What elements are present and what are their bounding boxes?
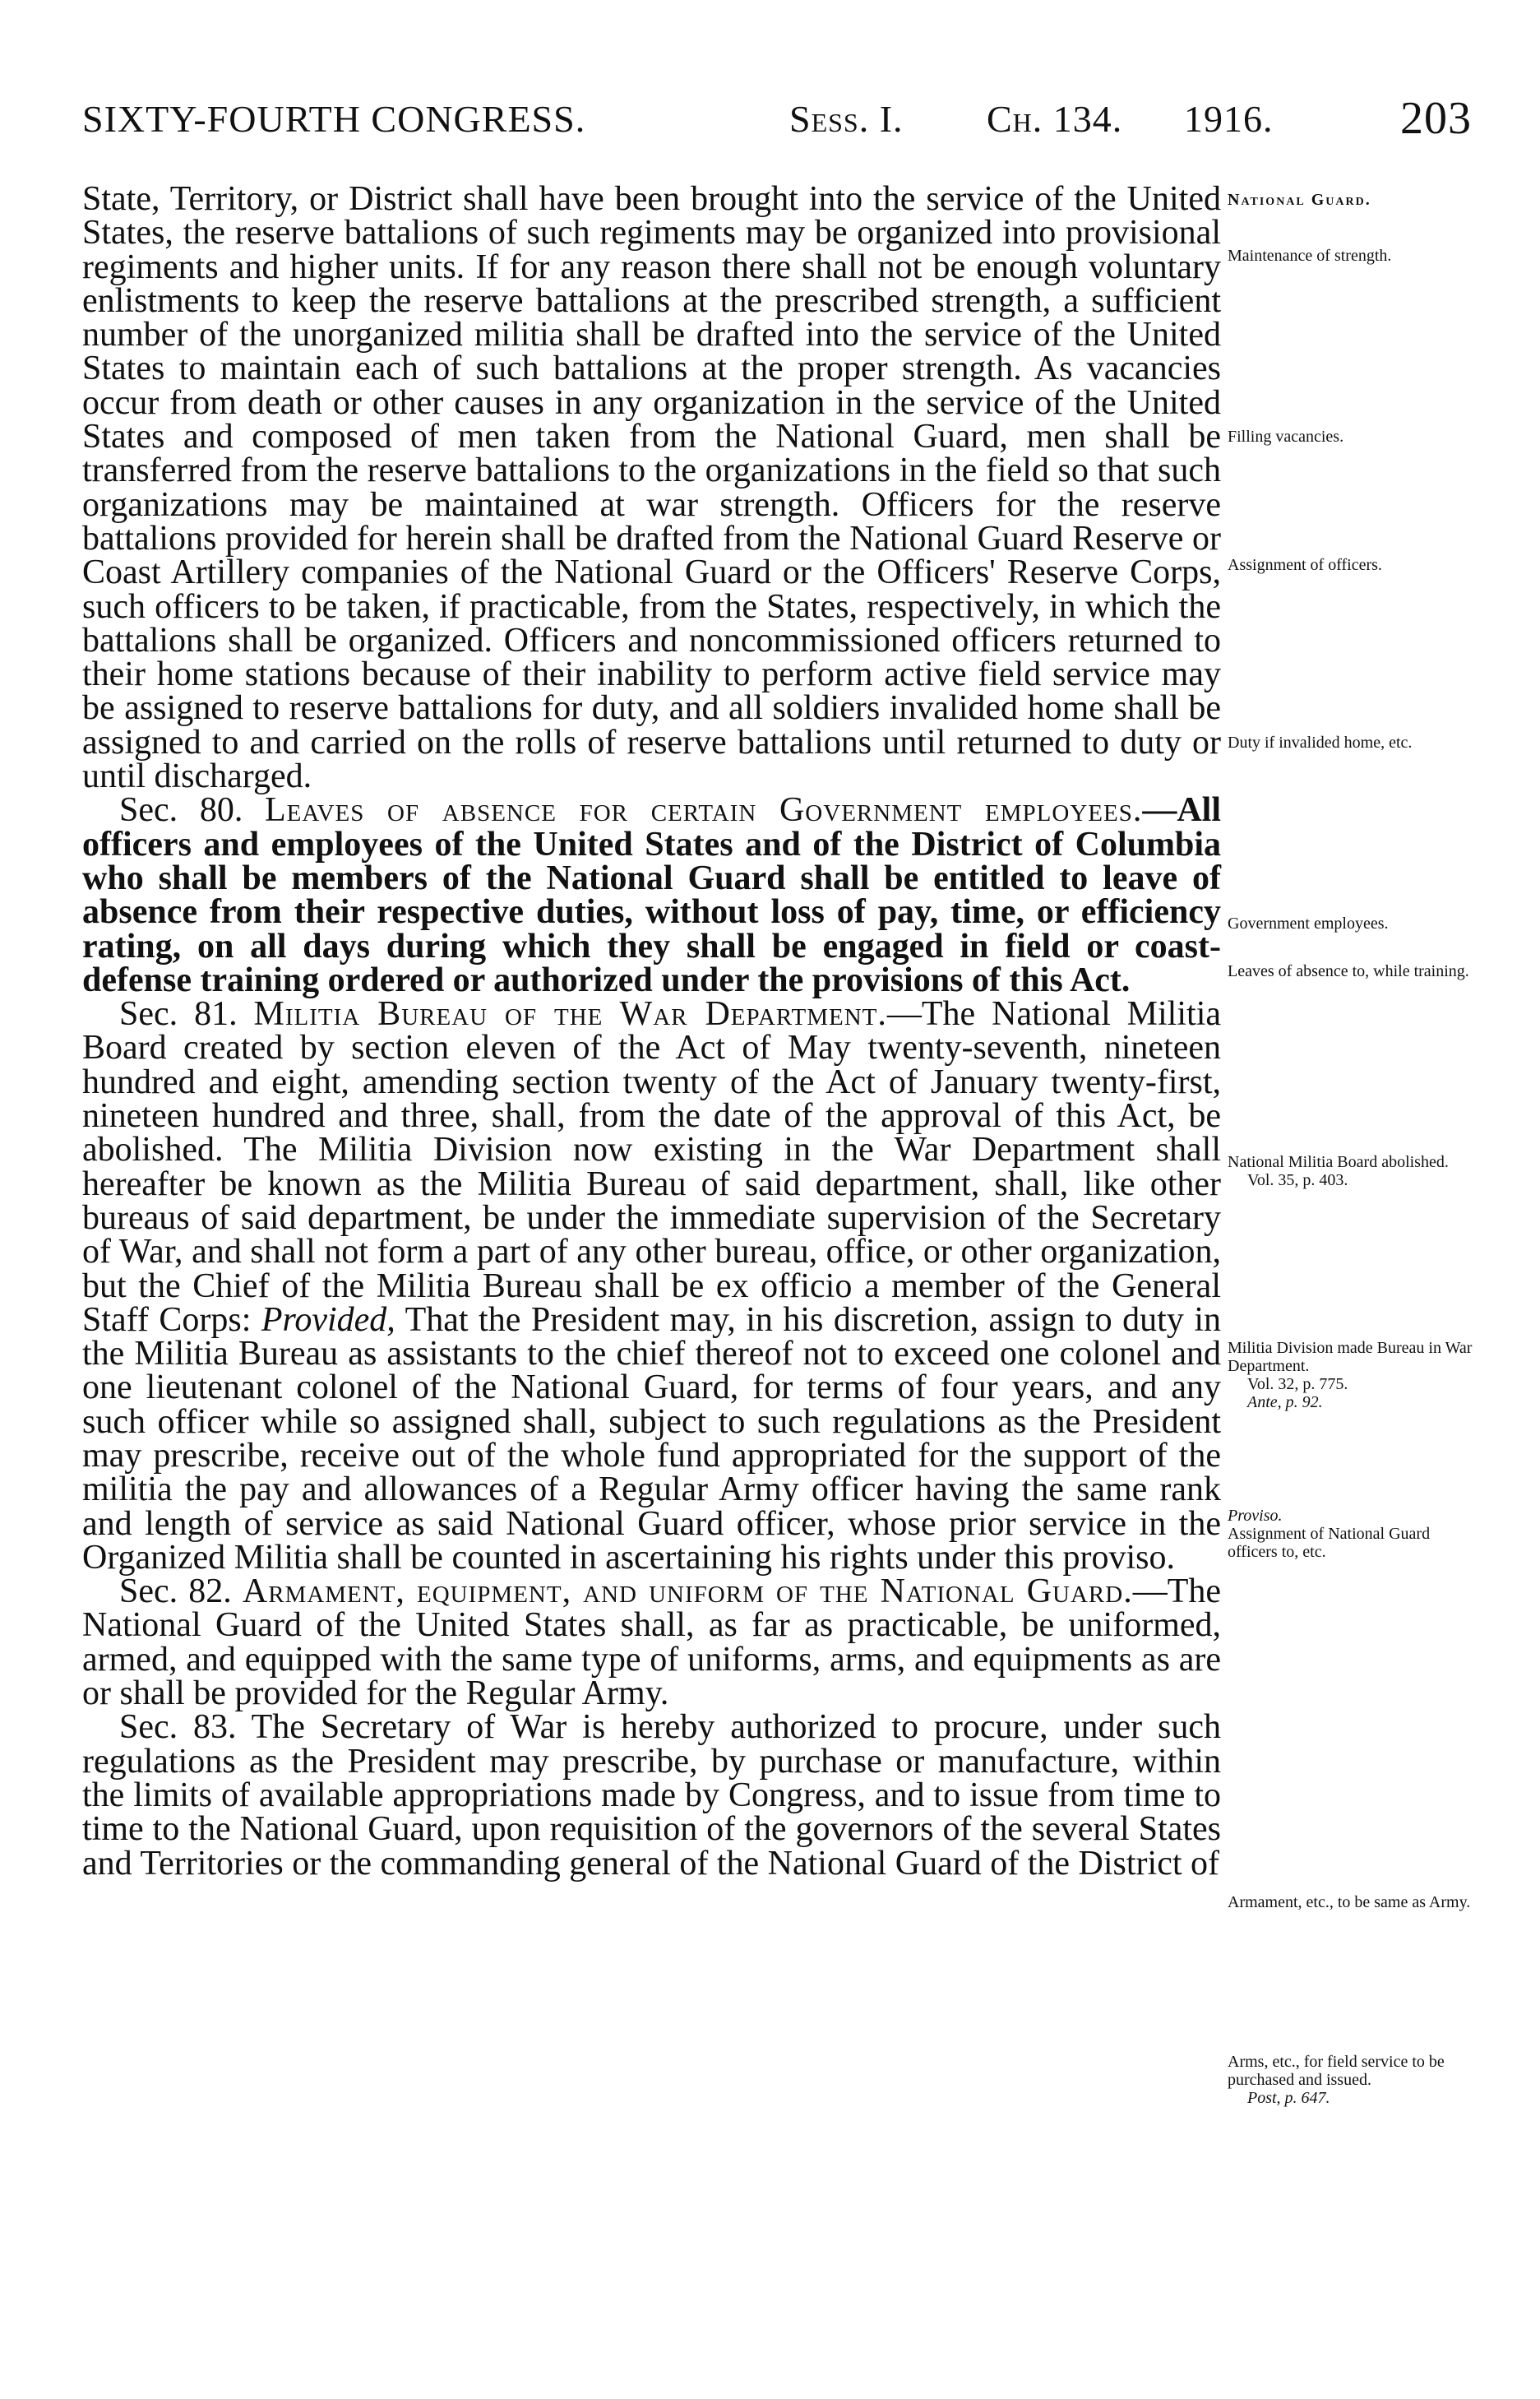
margin-note-proviso: Proviso. Assignment of National Guard officers to, etc. <box>1228 1507 1474 1561</box>
section-80-text: —All officers and employees of the United States and of the District of Columbia who shall be members of the National Guard shall be entitled to leave of absence from their respective duties, without loss of pay, time, or efficiency rating, on all days during which they shall be engaged in field or coast-defense training ordered or authorized under the provisions of this Act. <box>82 791 1221 999</box>
margin-note-md-ref1: Vol. 32, p. 775. <box>1247 1375 1348 1393</box>
margin-note-gov-employees: Government employees. <box>1228 915 1389 933</box>
section-81-provided: Provided, <box>261 1300 395 1339</box>
section-83-text: The Secretary of War is hereby authorized to procure, under such regulations as the President may prescribe, by purchase or manufacture, within the limits of available appropriations made by Congress, and to issue from time to time to the National Guard, upon requisition of the governors of the several States and Territories or the commanding general of the National Guard of the District of <box>82 1708 1221 1883</box>
margin-note-filling: Filling vacancies. <box>1228 428 1344 446</box>
margin-note-assignment-ng: Assignment of National Guard officers to, etc. <box>1228 1525 1431 1561</box>
section-80-title: Leaves of absence for certain Government employees. <box>265 791 1143 830</box>
margin-note-arms-field: Arms, etc., for field service to be purchased and issued. Post, p. 647. <box>1228 2053 1474 2107</box>
margin-note-leaves: Leaves of absence to, while training. <box>1228 962 1469 980</box>
margin-note-assignment-officers: Assignment of officers. <box>1228 556 1382 574</box>
margin-note-md-ref2: Ante, p. 92. <box>1247 1393 1323 1411</box>
header-congress: SIXTY-FOURTH CONGRESS. <box>82 98 586 140</box>
section-81-title: Militia Bureau of the War Department. <box>253 995 887 1034</box>
page-number: 203 <box>1400 93 1472 144</box>
section-81-text-a: —The National Militia Board created by section eleven of the Act of May twenty-seventh, nineteen hundred and eight, amending section twenty of the Act of January twenty-first, nineteen hundred and three, shall, from the date of the approval of this Act, be abolished. The Militia Division now existing in the War Department shall hereafter be known as the Militia Bureau of said department, shall, like other bureaus of said department, be under the immediate supervision of the Secretary of War, and shall not form a part of any other bureau, office, or other organization, but the Chief of the Militia Bureau shall be ex officio a member of the General Staff Corps: <box>82 995 1222 1339</box>
header-session: Sess. I. <box>789 98 904 140</box>
margin-note-maintenance: Maintenance of strength. <box>1228 247 1392 265</box>
section-81-label: Sec. 81. <box>119 995 238 1034</box>
margin-note-nmb: National Militia Board abolished. Vol. 35, p. 403. <box>1228 1153 1474 1189</box>
margin-note-national-guard: National Guard. <box>1228 191 1371 209</box>
section-81 <box>82 995 1222 1577</box>
section-80-label: Sec. 80. <box>119 791 243 830</box>
section-82-label: Sec. 82. <box>119 1572 232 1611</box>
margin-note-duty-invalided: Duty if invalided home, etc. <box>1228 734 1413 752</box>
margin-note-armament: Armament, etc., to be same as Army. <box>1228 1893 1471 1911</box>
margin-note-md-bureau: Militia Division made Bureau in War Department. Vol. 32, p. 775. Ante, p. 92. <box>1228 1339 1474 1411</box>
margin-note-post-ref: Post, p. 647. <box>1247 2089 1330 2107</box>
section-80 <box>82 791 1221 999</box>
running-header <box>82 93 1472 146</box>
header-chapter: Ch. 134. <box>987 98 1123 140</box>
section-83-label: Sec. 83. <box>119 1708 237 1747</box>
header-year: 1916. <box>1184 98 1274 140</box>
section-82-title: Armament, equipment, and uniform of the National Guard. <box>242 1572 1133 1611</box>
body-text <box>82 180 1222 1883</box>
section-82-text: —The National Guard of the United States shall, as far as practicable, be uniformed, armed, and equipped with the same type of uniforms, arms, and equipments as are or shall be provided for the Regular Army. <box>82 1572 1221 1713</box>
paragraph-continued: State, Territory, or District shall have been brought into the service of the United States, the reserve battalions of such regiments may be organized into provisional regiments and higher units. If for any reason there shall not be enough voluntary enlistments to keep the reserve battalions at the prescribed strength, a sufficient number of the unorganized militia shall be drafted into the service of the United States to maintain each of such battalions at the proper strength. As vacancies occur from death or other causes in any organization in the service of the United States and composed of men taken from the National Guard, men shall be transferred from the reserve battalions to the organizations in the field so that such organizations may be maintained at war strength. Officers for the reserve battalions provided for herein shall be drafted from the National Guard Reserve or Coast Artillery companies of the National Guard or the Officers' Reserve Corps, such officers to be taken, if practicable, from the States, respectively, in which the battalions shall be organized. Officers and noncommissioned officers returned to their home stations because of their inability to perform active field service may be assigned to reserve battalions for duty, and all soldiers invalided home shall be assigned to and carried on the rolls of reserve battalions until returned to duty or until discharged. <box>82 180 1221 796</box>
section-83 <box>82 1708 1221 1883</box>
section-82 <box>82 1572 1221 1713</box>
section-81-text-b: That the President may, in his discretion, assign to duty in the Militia Bureau as assistants to the chief thereof not to exceed one colonel and one lieutenant colonel of the National Guard, for terms of four years, and any such officer while so assigned shall, subject to such regulations as the President may prescribe, receive out of the whole fund appropriated for the support of the militia the pay and allowances of a Regular Army officer having the same rank and length of service as said National Guard officer, whose prior service in the Organized Militia shall be counted in ascertaining his rights under this proviso. <box>82 1300 1222 1577</box>
margin-note-nmb-ref: Vol. 35, p. 403. <box>1247 1171 1348 1189</box>
